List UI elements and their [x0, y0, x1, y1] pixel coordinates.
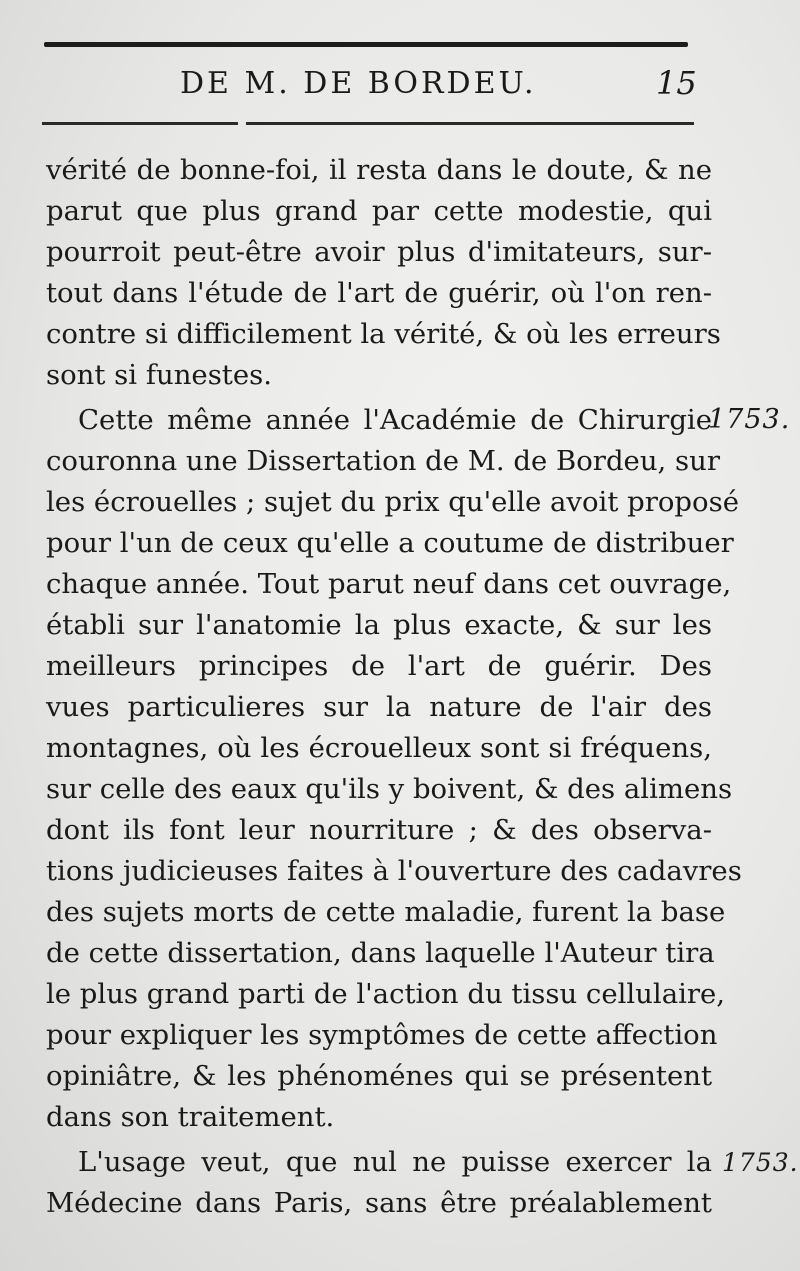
text-line: tout dans l'étude de l'art de guérir, où l'on ren-: [46, 277, 712, 309]
text-line: sont si funestes.: [46, 359, 272, 391]
margin-date: 1753.: [722, 1148, 799, 1177]
text-line: pour expliquer les symptômes de cette affection: [46, 1019, 718, 1051]
text-line: dont ils font leur nourriture ; & des observa-: [46, 814, 712, 846]
text-line: L'usage veut, que nul ne puisse exercer la: [78, 1146, 712, 1178]
text-line: chaque année. Tout parut neuf dans cet ouvrage,: [46, 568, 732, 600]
text-line: des sujets morts de cette maladie, furent la base: [46, 896, 726, 928]
text-line: tions judicieuses faites à l'ouverture des cadavres: [46, 855, 742, 887]
text-line: parut que plus grand par cette modestie, qui: [46, 195, 712, 227]
text-line: opiniâtre, & les phénoménes qui se présentent: [46, 1060, 712, 1092]
text-line: sur celle des eaux qu'ils y boivent, & des alimens: [46, 773, 733, 805]
header-rule-bottom-right: [246, 122, 694, 125]
text-line: vérité de bonne-foi, il resta dans le doute, & ne: [46, 154, 712, 186]
text-line: le plus grand parti de l'action du tissu cellulaire,: [46, 978, 726, 1010]
header-rule-bottom-left: [42, 122, 238, 125]
text-line: contre si difficilement la vérité, & où les erreurs: [46, 318, 721, 350]
margin-date: 1753.: [708, 404, 791, 435]
text-line: montagnes, où les écrouelleux sont si fréquens,: [46, 732, 712, 764]
text-line: pour l'un de ceux qu'elle a coutume de distribuer: [46, 527, 734, 559]
text-line: vues particulieres sur la nature de l'air des: [46, 691, 712, 723]
text-line: Cette même année l'Académie de Chirurgie: [78, 404, 712, 436]
text-line: couronna une Dissertation de M. de Bordeu, sur: [46, 445, 720, 477]
text-line: établi sur l'anatomie la plus exacte, & sur les: [46, 609, 712, 641]
text-line: de cette dissertation, dans laquelle l'Auteur tira: [46, 937, 715, 969]
text-line: pourroit peut-être avoir plus d'imitateurs, sur-: [46, 236, 712, 268]
text-line: les écrouelles ; sujet du prix qu'elle avoit proposé: [46, 486, 739, 518]
text-line: meilleurs principes de l'art de guérir. Des: [46, 650, 712, 682]
header-rule-top: [44, 42, 688, 47]
text-line: Médecine dans Paris, sans être préalablement: [46, 1187, 712, 1219]
text-line: dans son traitement.: [46, 1101, 335, 1133]
running-head: DE M. DE BORDEU.: [180, 66, 537, 101]
page-number: 15: [656, 64, 697, 102]
